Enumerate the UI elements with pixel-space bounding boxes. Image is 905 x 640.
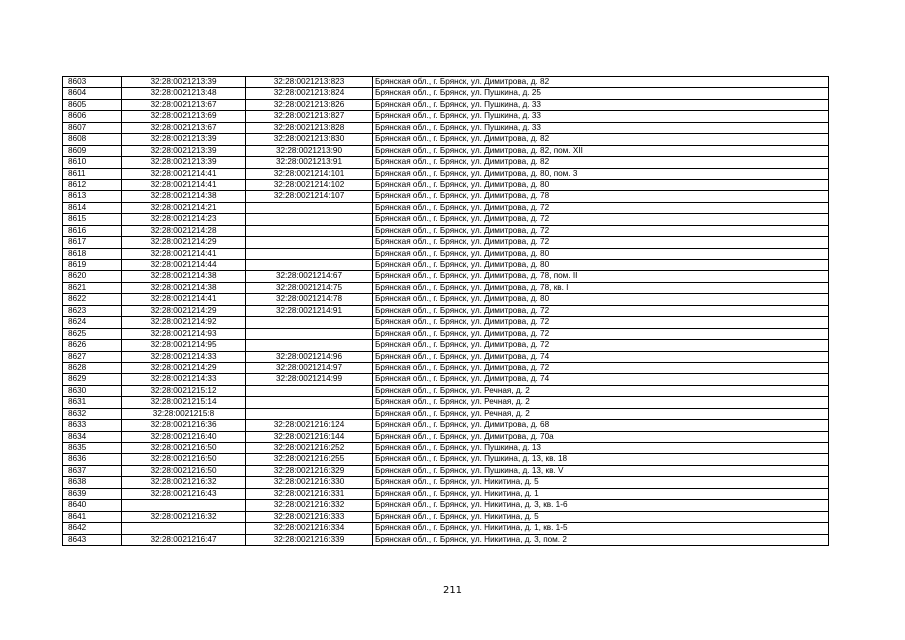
table-row bbox=[63, 225, 829, 236]
address-cell: Брянская обл., г. Брянск, ул. Никитина, д. 3, пом. 2 bbox=[373, 534, 829, 545]
building-cadastral-number-cell bbox=[246, 237, 373, 248]
cadastral-number-cell: 32:28:0021214:41 bbox=[122, 168, 246, 179]
building-cadastral-number-cell: 32:28:0021214:67 bbox=[246, 271, 373, 282]
building-cadastral-number-cell: 32:28:0021216:334 bbox=[246, 523, 373, 534]
building-cadastral-number-cell: 32:28:0021214:78 bbox=[246, 294, 373, 305]
row-number: 8638 bbox=[63, 477, 122, 488]
address-cell: Брянская обл., г. Брянск, ул. Никитина, д. 3, кв. 1-6 bbox=[373, 500, 829, 511]
cadastral-number-cell: 32:28:0021215:14 bbox=[122, 397, 246, 408]
cadastral-number-cell: 32:28:0021214:29 bbox=[122, 237, 246, 248]
table-row bbox=[63, 431, 829, 442]
address-cell: Брянская обл., г. Брянск, ул. Никитина, д. 1, кв. 1-5 bbox=[373, 523, 829, 534]
row-number: 8606 bbox=[63, 111, 122, 122]
address-cell: Брянская обл., г. Брянск, ул. Димитрова, д. 74 bbox=[373, 374, 829, 385]
table-row bbox=[63, 500, 829, 511]
address-cell: Брянская обл., г. Брянск, ул. Димитрова, д. 80 bbox=[373, 260, 829, 271]
cadastral-number-cell: 32:28:0021214:92 bbox=[122, 317, 246, 328]
address-cell: Брянская обл., г. Брянск, ул. Димитрова, д. 72 bbox=[373, 237, 829, 248]
address-cell: Брянская обл., г. Брянск, ул. Димитрова, д. 80 bbox=[373, 294, 829, 305]
building-cadastral-number-cell: 32:28:0021214:102 bbox=[246, 179, 373, 190]
building-cadastral-number-cell bbox=[246, 397, 373, 408]
address-cell: Брянская обл., г. Брянск, ул. Димитрова, д. 74 bbox=[373, 351, 829, 362]
table-row bbox=[63, 385, 829, 396]
address-cell: Брянская обл., г. Брянск, ул. Димитрова, д. 80 bbox=[373, 248, 829, 259]
address-cell: Брянская обл., г. Брянск, ул. Димитрова, д. 80, пом. 3 bbox=[373, 168, 829, 179]
cadastral-number-cell: 32:28:0021216:50 bbox=[122, 443, 246, 454]
cadastral-number-cell: 32:28:0021213:39 bbox=[122, 77, 246, 88]
cadastral-number-cell: 32:28:0021214:38 bbox=[122, 282, 246, 293]
address-cell: Брянская обл., г. Брянск, ул. Димитрова, д. 72 bbox=[373, 362, 829, 373]
table-row bbox=[63, 420, 829, 431]
table-row bbox=[63, 202, 829, 213]
row-number: 8626 bbox=[63, 340, 122, 351]
building-cadastral-number-cell: 32:28:0021213:828 bbox=[246, 122, 373, 133]
table-row bbox=[63, 511, 829, 522]
cadastral-number-cell bbox=[122, 523, 246, 534]
cadastral-number-cell: 32:28:0021213:39 bbox=[122, 145, 246, 156]
building-cadastral-number-cell: 32:28:0021214:75 bbox=[246, 282, 373, 293]
building-cadastral-number-cell: 32:28:0021213:90 bbox=[246, 145, 373, 156]
row-number: 8635 bbox=[63, 443, 122, 454]
building-cadastral-number-cell bbox=[246, 317, 373, 328]
row-number: 8623 bbox=[63, 305, 122, 316]
cadastral-number-cell: 32:28:0021213:67 bbox=[122, 99, 246, 110]
cadastral-number-cell: 32:28:0021213:67 bbox=[122, 122, 246, 133]
table-row bbox=[63, 294, 829, 305]
row-number: 8603 bbox=[63, 77, 122, 88]
row-number: 8634 bbox=[63, 431, 122, 442]
cadastral-number-cell: 32:28:0021214:23 bbox=[122, 214, 246, 225]
row-number: 8619 bbox=[63, 260, 122, 271]
table-row bbox=[63, 282, 829, 293]
address-cell: Брянская обл., г. Брянск, ул. Димитрова, д. 78, кв. I bbox=[373, 282, 829, 293]
row-number: 8610 bbox=[63, 157, 122, 168]
cadastral-number-cell: 32:28:0021216:43 bbox=[122, 488, 246, 499]
row-number: 8605 bbox=[63, 99, 122, 110]
row-number: 8609 bbox=[63, 145, 122, 156]
table-row bbox=[63, 271, 829, 282]
building-cadastral-number-cell: 32:28:0021214:101 bbox=[246, 168, 373, 179]
table-row bbox=[63, 328, 829, 339]
building-cadastral-number-cell bbox=[246, 408, 373, 419]
address-cell: Брянская обл., г. Брянск, ул. Димитрова, д. 72 bbox=[373, 225, 829, 236]
row-number: 8608 bbox=[63, 134, 122, 145]
building-cadastral-number-cell bbox=[246, 260, 373, 271]
row-number: 8640 bbox=[63, 500, 122, 511]
cadastral-number-cell: 32:28:0021214:95 bbox=[122, 340, 246, 351]
building-cadastral-number-cell: 32:28:0021216:339 bbox=[246, 534, 373, 545]
cadastral-number-cell: 32:28:0021214:33 bbox=[122, 374, 246, 385]
address-cell: Брянская обл., г. Брянск, ул. Никитина, д. 1 bbox=[373, 488, 829, 499]
cadastral-number-cell: 32:28:0021216:47 bbox=[122, 534, 246, 545]
row-number: 8630 bbox=[63, 385, 122, 396]
building-cadastral-number-cell bbox=[246, 385, 373, 396]
cadastral-number-cell: 32:28:0021214:28 bbox=[122, 225, 246, 236]
row-number: 8613 bbox=[63, 191, 122, 202]
address-cell: Брянская обл., г. Брянск, ул. Димитрова, д. 70а bbox=[373, 431, 829, 442]
row-number: 8636 bbox=[63, 454, 122, 465]
building-cadastral-number-cell: 32:28:0021214:96 bbox=[246, 351, 373, 362]
row-number: 8629 bbox=[63, 374, 122, 385]
cadastral-number-cell: 32:28:0021216:40 bbox=[122, 431, 246, 442]
table-row bbox=[63, 111, 829, 122]
table-row bbox=[63, 305, 829, 316]
address-cell: Брянская обл., г. Брянск, ул. Димитрова, д. 72 bbox=[373, 340, 829, 351]
row-number: 8624 bbox=[63, 317, 122, 328]
table-row bbox=[63, 145, 829, 156]
row-number: 8627 bbox=[63, 351, 122, 362]
address-cell: Брянская обл., г. Брянск, ул. Димитрова, д. 72 bbox=[373, 305, 829, 316]
address-cell: Брянская обл., г. Брянск, ул. Пушкина, д. 25 bbox=[373, 88, 829, 99]
cadastral-number-cell: 32:28:0021213:39 bbox=[122, 157, 246, 168]
row-number: 8611 bbox=[63, 168, 122, 179]
cadastral-number-cell bbox=[122, 500, 246, 511]
table-row bbox=[63, 443, 829, 454]
table-row bbox=[63, 260, 829, 271]
building-cadastral-number-cell: 32:28:0021214:99 bbox=[246, 374, 373, 385]
building-cadastral-number-cell bbox=[246, 202, 373, 213]
address-cell: Брянская обл., г. Брянск, ул. Пушкина, д. 33 bbox=[373, 99, 829, 110]
page-number: 211 bbox=[442, 585, 463, 596]
registry-table-body bbox=[63, 77, 829, 546]
row-number: 8614 bbox=[63, 202, 122, 213]
address-cell: Брянская обл., г. Брянск, ул. Димитрова, д. 72 bbox=[373, 202, 829, 213]
cadastral-number-cell: 32:28:0021213:69 bbox=[122, 111, 246, 122]
building-cadastral-number-cell: 32:28:0021216:331 bbox=[246, 488, 373, 499]
table-row bbox=[63, 454, 829, 465]
row-number: 8628 bbox=[63, 362, 122, 373]
table-row bbox=[63, 248, 829, 259]
row-number: 8622 bbox=[63, 294, 122, 305]
table-row bbox=[63, 157, 829, 168]
row-number: 8616 bbox=[63, 225, 122, 236]
cadastral-number-cell: 32:28:0021214:38 bbox=[122, 191, 246, 202]
table-row bbox=[63, 362, 829, 373]
building-cadastral-number-cell: 32:28:0021213:830 bbox=[246, 134, 373, 145]
building-cadastral-number-cell bbox=[246, 248, 373, 259]
cadastral-number-cell: 32:28:0021214:41 bbox=[122, 179, 246, 190]
row-number: 8643 bbox=[63, 534, 122, 545]
address-cell: Брянская обл., г. Брянск, ул. Димитрова, д. 72 bbox=[373, 328, 829, 339]
row-number: 8604 bbox=[63, 88, 122, 99]
building-cadastral-number-cell: 32:28:0021216:332 bbox=[246, 500, 373, 511]
address-cell: Брянская обл., г. Брянск, ул. Димитрова, д. 80 bbox=[373, 179, 829, 190]
building-cadastral-number-cell: 32:28:0021213:91 bbox=[246, 157, 373, 168]
building-cadastral-number-cell bbox=[246, 328, 373, 339]
row-number: 8639 bbox=[63, 488, 122, 499]
table-row bbox=[63, 397, 829, 408]
cadastral-number-cell: 32:28:0021214:41 bbox=[122, 248, 246, 259]
building-cadastral-number-cell: 32:28:0021216:144 bbox=[246, 431, 373, 442]
building-cadastral-number-cell: 32:28:0021213:823 bbox=[246, 77, 373, 88]
address-cell: Брянская обл., г. Брянск, ул. Никитина, д. 5 bbox=[373, 511, 829, 522]
building-cadastral-number-cell: 32:28:0021214:107 bbox=[246, 191, 373, 202]
building-cadastral-number-cell: 32:28:0021213:827 bbox=[246, 111, 373, 122]
row-number: 8615 bbox=[63, 214, 122, 225]
building-cadastral-number-cell: 32:28:0021216:124 bbox=[246, 420, 373, 431]
cadastral-number-cell: 32:28:0021215:8 bbox=[122, 408, 246, 419]
cadastral-number-cell: 32:28:0021214:44 bbox=[122, 260, 246, 271]
address-cell: Брянская обл., г. Брянск, ул. Пушкина, д. 13 bbox=[373, 443, 829, 454]
row-number: 8632 bbox=[63, 408, 122, 419]
row-number: 8625 bbox=[63, 328, 122, 339]
table-row bbox=[63, 134, 829, 145]
row-number: 8607 bbox=[63, 122, 122, 133]
building-cadastral-number-cell: 32:28:0021216:252 bbox=[246, 443, 373, 454]
cadastral-number-cell: 32:28:0021216:50 bbox=[122, 465, 246, 476]
table-row bbox=[63, 237, 829, 248]
address-cell: Брянская обл., г. Брянск, ул. Димитрова, д. 82, пом. XII bbox=[373, 145, 829, 156]
table-row bbox=[63, 465, 829, 476]
building-cadastral-number-cell: 32:28:0021216:329 bbox=[246, 465, 373, 476]
address-cell: Брянская обл., г. Брянск, ул. Речная, д. 2 bbox=[373, 385, 829, 396]
table-row bbox=[63, 374, 829, 385]
address-cell: Брянская обл., г. Брянск, ул. Димитрова, д. 78, пом. II bbox=[373, 271, 829, 282]
cadastral-number-cell: 32:28:0021213:39 bbox=[122, 134, 246, 145]
row-number: 8642 bbox=[63, 523, 122, 534]
table-row bbox=[63, 488, 829, 499]
address-cell: Брянская обл., г. Брянск, ул. Димитрова, д. 82 bbox=[373, 157, 829, 168]
building-cadastral-number-cell bbox=[246, 214, 373, 225]
table-row bbox=[63, 122, 829, 133]
row-number: 8637 bbox=[63, 465, 122, 476]
table-row bbox=[63, 179, 829, 190]
address-cell: Брянская обл., г. Брянск, ул. Пушкина, д. 33 bbox=[373, 122, 829, 133]
row-number: 8612 bbox=[63, 179, 122, 190]
building-cadastral-number-cell bbox=[246, 225, 373, 236]
address-cell: Брянская обл., г. Брянск, ул. Димитрова, д. 68 bbox=[373, 420, 829, 431]
table-row bbox=[63, 408, 829, 419]
table-row bbox=[63, 214, 829, 225]
cadastral-number-cell: 32:28:0021214:93 bbox=[122, 328, 246, 339]
row-number: 8633 bbox=[63, 420, 122, 431]
address-cell: Брянская обл., г. Брянск, ул. Пушкина, д. 13, кв. 18 bbox=[373, 454, 829, 465]
address-cell: Брянская обл., г. Брянск, ул. Никитина, д. 5 bbox=[373, 477, 829, 488]
address-cell: Брянская обл., г. Брянск, ул. Димитрова, д. 72 bbox=[373, 214, 829, 225]
table-row bbox=[63, 168, 829, 179]
building-cadastral-number-cell: 32:28:0021214:97 bbox=[246, 362, 373, 373]
building-cadastral-number-cell: 32:28:0021216:255 bbox=[246, 454, 373, 465]
building-cadastral-number-cell: 32:28:0021213:826 bbox=[246, 99, 373, 110]
building-cadastral-number-cell bbox=[246, 340, 373, 351]
table-row bbox=[63, 523, 829, 534]
cadastral-number-cell: 32:28:0021214:33 bbox=[122, 351, 246, 362]
cadastral-number-cell: 32:28:0021216:36 bbox=[122, 420, 246, 431]
table-row bbox=[63, 88, 829, 99]
cadastral-number-cell: 32:28:0021216:32 bbox=[122, 511, 246, 522]
row-number: 8641 bbox=[63, 511, 122, 522]
row-number: 8618 bbox=[63, 248, 122, 259]
row-number: 8620 bbox=[63, 271, 122, 282]
building-cadastral-number-cell: 32:28:0021216:330 bbox=[246, 477, 373, 488]
table-row bbox=[63, 340, 829, 351]
building-cadastral-number-cell: 32:28:0021216:333 bbox=[246, 511, 373, 522]
address-cell: Брянская обл., г. Брянск, ул. Димитрова, д. 72 bbox=[373, 317, 829, 328]
table-row bbox=[63, 77, 829, 88]
building-cadastral-number-cell: 32:28:0021213:824 bbox=[246, 88, 373, 99]
address-cell: Брянская обл., г. Брянск, ул. Пушкина, д. 33 bbox=[373, 111, 829, 122]
building-cadastral-number-cell: 32:28:0021214:91 bbox=[246, 305, 373, 316]
table-row bbox=[63, 351, 829, 362]
address-cell: Брянская обл., г. Брянск, ул. Димитрова, д. 82 bbox=[373, 134, 829, 145]
address-cell: Брянская обл., г. Брянск, ул. Речная, д. 2 bbox=[373, 408, 829, 419]
cadastral-number-cell: 32:28:0021216:50 bbox=[122, 454, 246, 465]
table-row bbox=[63, 317, 829, 328]
table-row bbox=[63, 191, 829, 202]
address-cell: Брянская обл., г. Брянск, ул. Димитрова, д. 78 bbox=[373, 191, 829, 202]
address-cell: Брянская обл., г. Брянск, ул. Пушкина, д. 13, кв. V bbox=[373, 465, 829, 476]
cadastral-number-cell: 32:28:0021214:21 bbox=[122, 202, 246, 213]
address-cell: Брянская обл., г. Брянск, ул. Димитрова, д. 82 bbox=[373, 77, 829, 88]
cadastral-number-cell: 32:28:0021215:12 bbox=[122, 385, 246, 396]
address-cell: Брянская обл., г. Брянск, ул. Речная, д. 2 bbox=[373, 397, 829, 408]
table-row bbox=[63, 534, 829, 545]
cadastral-number-cell: 32:28:0021214:29 bbox=[122, 305, 246, 316]
cadastral-number-cell: 32:28:0021214:41 bbox=[122, 294, 246, 305]
row-number: 8617 bbox=[63, 237, 122, 248]
table-row bbox=[63, 477, 829, 488]
cadastral-number-cell: 32:28:0021213:48 bbox=[122, 88, 246, 99]
row-number: 8631 bbox=[63, 397, 122, 408]
cadastral-number-cell: 32:28:0021216:32 bbox=[122, 477, 246, 488]
cadastral-number-cell: 32:28:0021214:29 bbox=[122, 362, 246, 373]
registry-table bbox=[62, 76, 829, 546]
table-row bbox=[63, 99, 829, 110]
row-number: 8621 bbox=[63, 282, 122, 293]
cadastral-number-cell: 32:28:0021214:38 bbox=[122, 271, 246, 282]
